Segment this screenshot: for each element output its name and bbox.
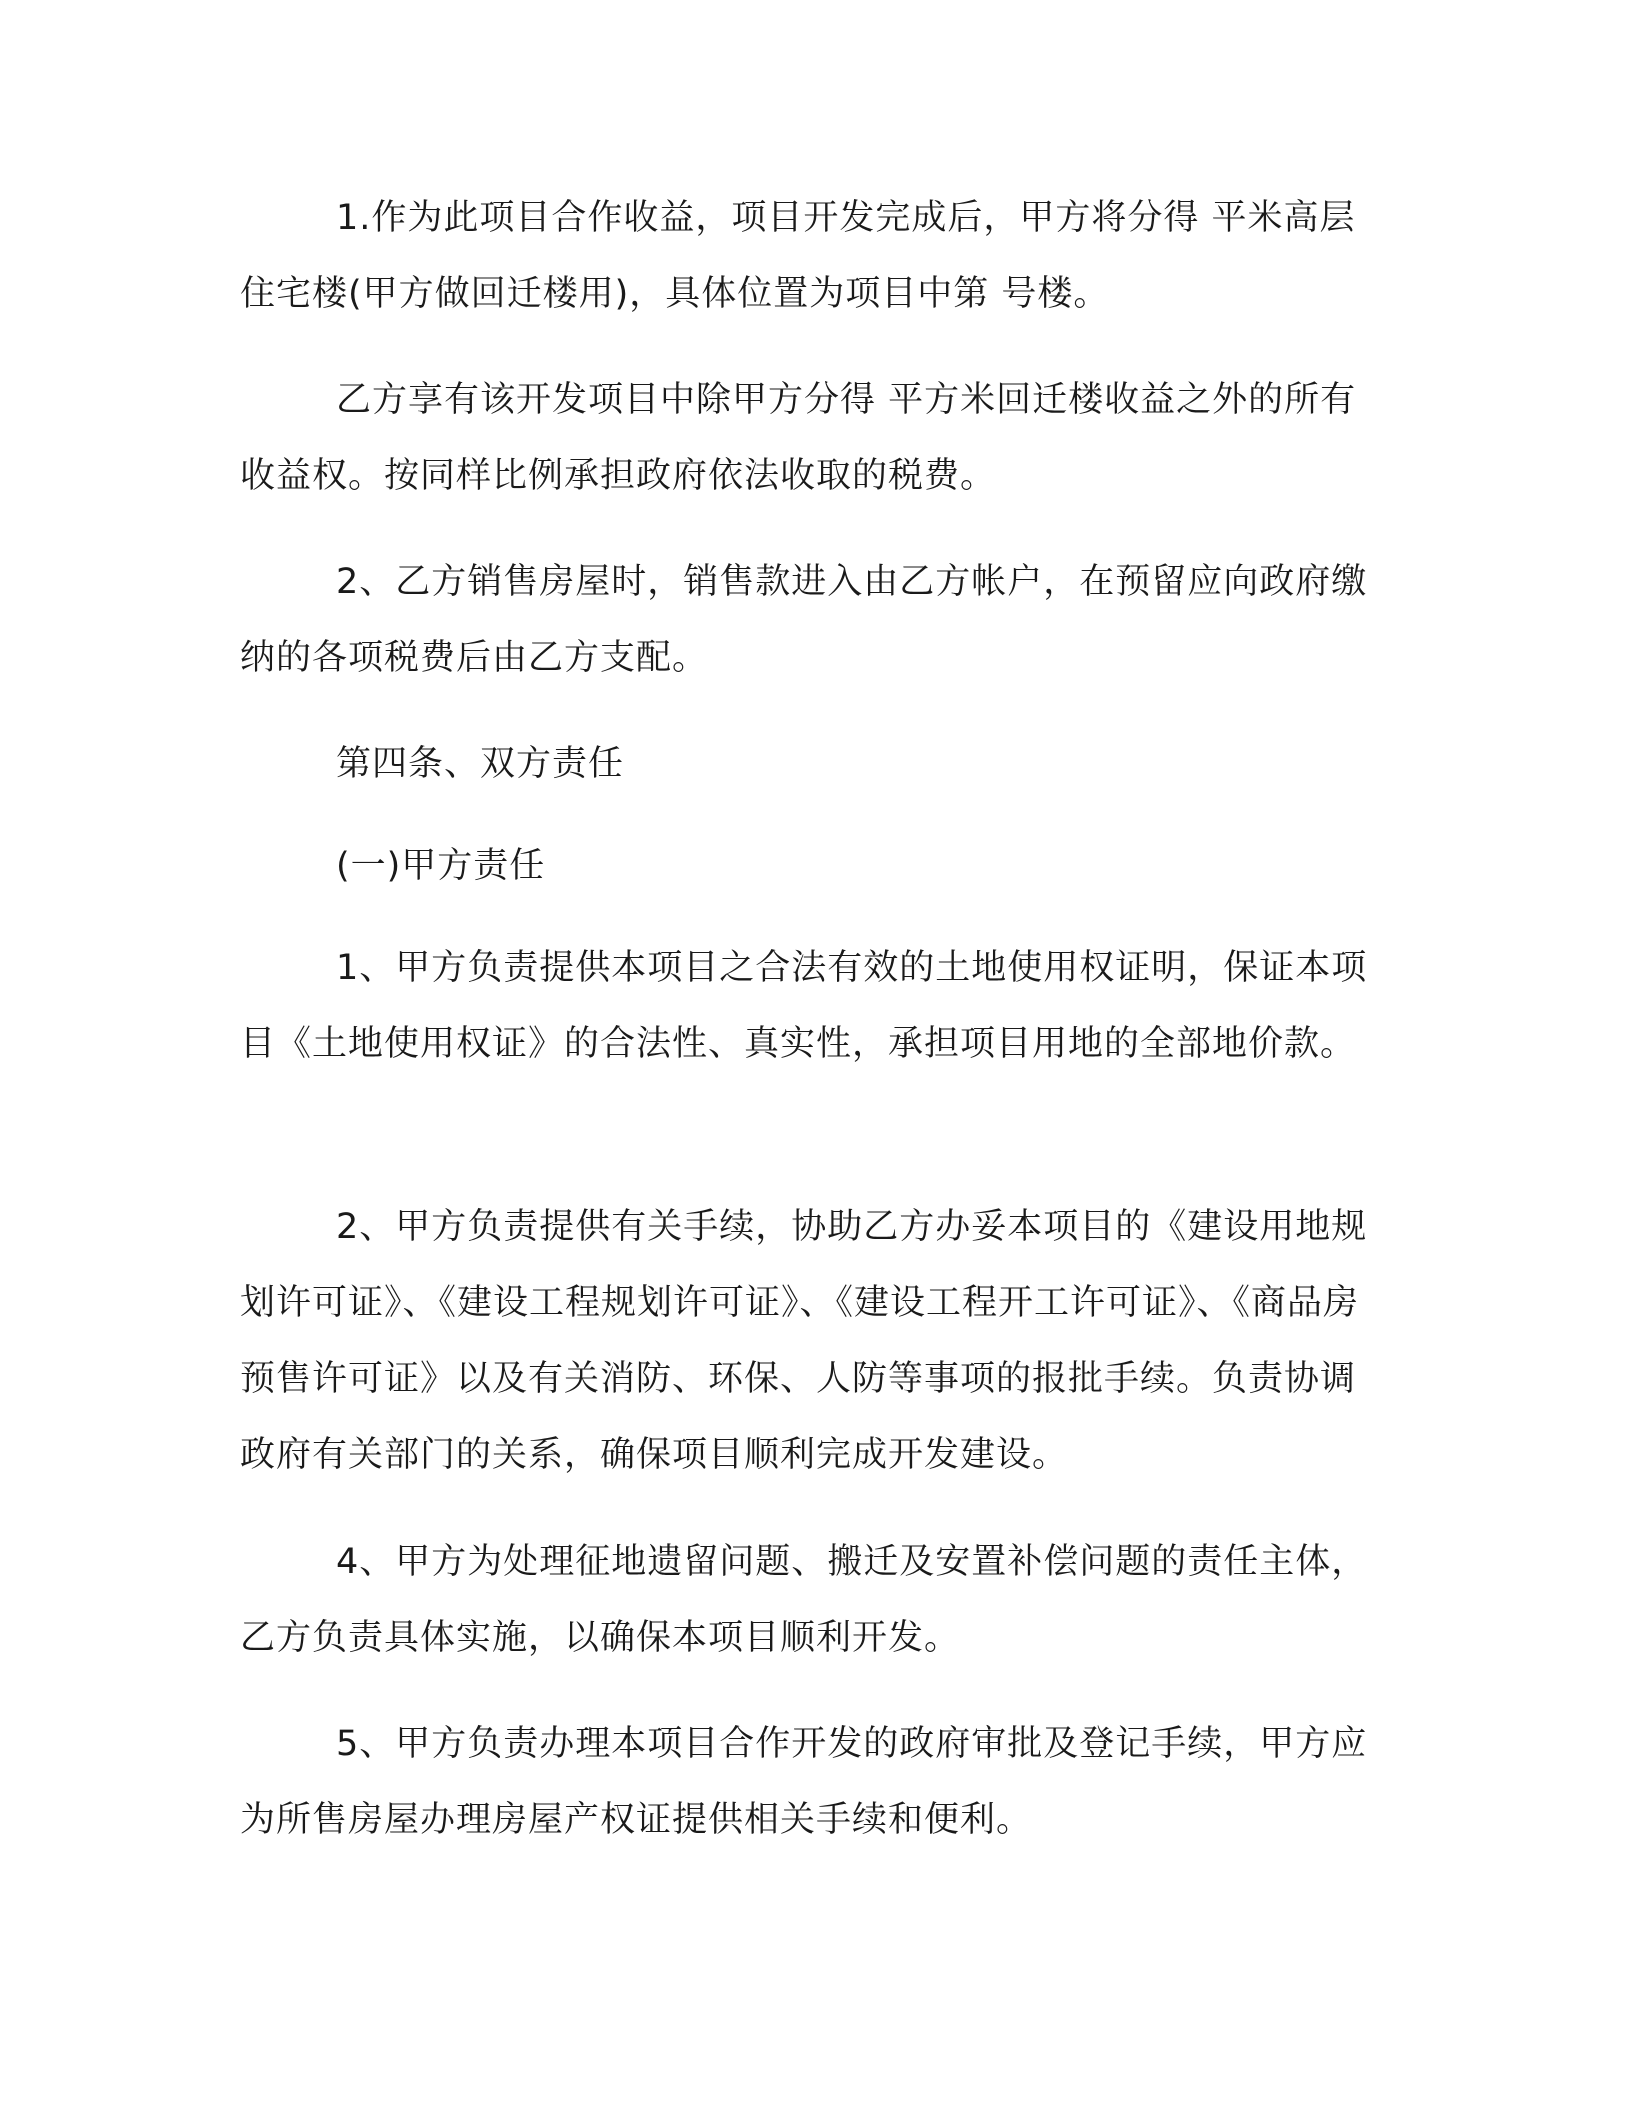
paragraph-relocation: 4、甲方为处理征地遗留问题、搬迁及安置补偿问题的责任主体，乙方负责具体实施，以确保本项目顺利开发。 bbox=[240, 1542, 1368, 1658]
paragraph-revenue-share: 1.作为此项目合作收益，项目开发完成后，甲方将分得 平米高层住宅楼(甲方做回迁楼用)，具体位置为项目中第 号楼。 bbox=[240, 198, 1356, 314]
paragraph-permits: 2、甲方负责提供有关手续，协助乙方办妥本项目的《建设用地规划许可证》、《建设工程规划许可证》、《建设工程开工许可证》、《商品房预售许可证》以及有关消防、环保、人防等事项的报批手续。负责协调政府有关部门的关系，确保项目顺利完成开发建设。 bbox=[240, 1207, 1368, 1475]
section-heading: (一)甲方责任 bbox=[336, 846, 546, 886]
paragraph-sales-account: 2、乙方销售房屋时，销售款进入由乙方帐户，在预留应向政府缴纳的各项税费后由乙方支配。 bbox=[240, 562, 1368, 678]
paragraph-registration: 5、甲方负责办理本项目合作开发的政府审批及登记手续，甲方应为所售房屋办理房屋产权证提供相关手续和便利。 bbox=[240, 1724, 1368, 1840]
paragraph-party-b-rights: 乙方享有该开发项目中除甲方分得 平方米回迁楼收益之外的所有收益权。按同样比例承担政府依法收取的税费。 bbox=[240, 380, 1357, 496]
paragraph-land-certificate: 1、甲方负责提供本项目之合法有效的土地使用权证明，保证本项目《土地使用权证》的合法性、真实性，承担项目用地的全部地价款。 bbox=[240, 948, 1368, 1064]
article-heading: 第四条、双方责任 bbox=[336, 744, 625, 784]
